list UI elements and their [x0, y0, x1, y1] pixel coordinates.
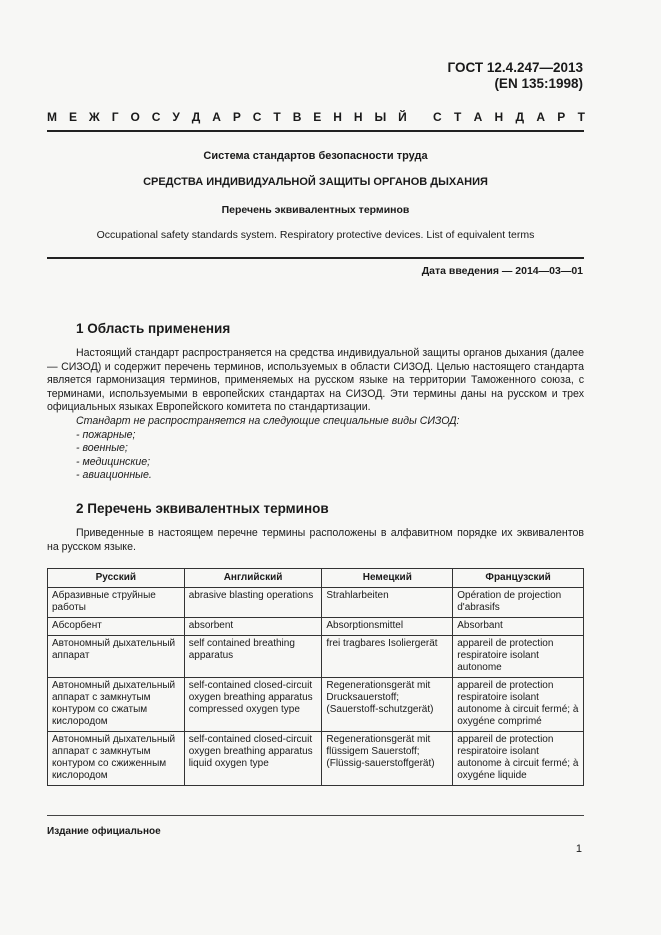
- banner-letter: Р: [557, 110, 566, 124]
- table-row: [48, 678, 584, 732]
- exclusion-item: - военные;: [76, 442, 128, 455]
- table-cell: Absorbant: [453, 618, 584, 636]
- table-cell: Автономный дыхательный аппарат: [48, 636, 185, 678]
- banner-letter: Й: [398, 110, 407, 124]
- exclusion-item: - авиационные.: [76, 469, 152, 482]
- banner-letter: Т: [577, 110, 585, 124]
- banner-letter: Т: [453, 110, 462, 124]
- banner-letter: Ж: [88, 110, 100, 124]
- banner-letter: С: [151, 110, 161, 124]
- table-cell: Автономный дыхательный аппарат с замкнутым контуром со сжиженным кислородом: [48, 732, 185, 786]
- banner-letter: А: [473, 110, 483, 124]
- banner-letter: Е: [313, 110, 322, 124]
- doc-equivalent: (EN 135:1998): [494, 76, 583, 91]
- banner-word-interstate: [47, 110, 407, 124]
- table-cell: Opération de projection d'abrasifs: [453, 588, 584, 618]
- table-cell: self-contained closed-circuit oxygen breathing apparatus liquid oxygen type: [184, 732, 322, 786]
- english-title: Occupational safety standards system. Respiratory protective devices. List of equivalent terms: [96, 229, 535, 241]
- standard-banner: [47, 110, 585, 124]
- banner-letter: О: [130, 110, 140, 124]
- banner-letter: У: [172, 110, 180, 124]
- terms-table: [47, 568, 584, 786]
- footer-rule: [47, 815, 584, 816]
- banner-letter: С: [252, 110, 262, 124]
- banner-letter: А: [212, 110, 221, 124]
- table-cell: Абразивные струйные работы: [48, 588, 185, 618]
- table-cell: self contained breathing apparatus: [184, 636, 322, 678]
- table-row: [48, 588, 584, 618]
- banner-word-standard: [433, 110, 585, 124]
- banner-letter: Д: [191, 110, 201, 124]
- banner-letter: Е: [68, 110, 77, 124]
- doc-number: ГОСТ 12.4.247—2013: [447, 60, 583, 75]
- table-cell: Regenerationsgerät mit flüssigem Sauerstoff; (Flüssig-sauerstoffgerät): [322, 732, 453, 786]
- section-1-body: [47, 347, 584, 483]
- introduction-date: Дата введения — 2014—03—01: [421, 265, 583, 277]
- table-cell: appareil de protection respiratoire isolant autonome à circuit fermé; à oxygéne comprimé: [453, 678, 584, 732]
- table-cell: Strahlarbeiten: [322, 588, 453, 618]
- sub-title: Перечень эквивалентных терминов: [221, 204, 410, 216]
- banner-letter: С: [433, 110, 442, 124]
- official-edition: Издание официальное: [47, 826, 161, 837]
- table-cell: appareil de protection respiratoire isolant autonome à circuit fermé; à oxygéne liquide: [453, 732, 584, 786]
- table-row: [48, 618, 584, 636]
- table-cell: absorbent: [184, 618, 322, 636]
- table-row: [48, 732, 584, 786]
- table-row: [48, 636, 584, 678]
- column-header-german: Немецкий: [322, 569, 453, 588]
- banner-letter: А: [536, 110, 545, 124]
- banner-letter: В: [292, 110, 302, 124]
- section-2-body: [47, 527, 584, 554]
- column-header-english: Английский: [184, 569, 322, 588]
- banner-letter: Н: [333, 110, 342, 124]
- table-cell: Regenerationsgerät mit Drucksauerstoff; (Sauerstoff-schutzgerät): [322, 678, 453, 732]
- table-cell: Absorptionsmittel: [322, 618, 453, 636]
- table-cell: Автономный дыхательный аппарат с замкнутым контуром со сжатым кислородом: [48, 678, 185, 732]
- banner-rule: [47, 130, 584, 132]
- section-1-heading: 1 Область применения: [76, 321, 231, 336]
- section-2-heading: 2 Перечень эквивалентных терминов: [76, 501, 329, 516]
- column-header-russian: Русский: [48, 569, 185, 588]
- banner-letter: Г: [111, 110, 119, 124]
- table-cell: abrasive blasting operations: [184, 588, 322, 618]
- table-cell: Абсорбент: [48, 618, 185, 636]
- banner-letter: Д: [515, 110, 525, 124]
- banner-letter: Ы: [374, 110, 387, 124]
- exclusion-item: - медицинские;: [76, 455, 151, 468]
- column-header-french: Французский: [453, 569, 584, 588]
- table-cell: appareil de protection respiratoire isolant autonome: [453, 636, 584, 678]
- document-identifier: [448, 60, 583, 92]
- banner-letter: М: [47, 110, 57, 124]
- banner-letter: Т: [273, 110, 281, 124]
- system-title: Система стандартов безопасности труда: [203, 150, 428, 162]
- table-header-row: [48, 569, 584, 588]
- title-rule: [47, 257, 584, 259]
- exclusion-item: - пожарные;: [76, 428, 136, 441]
- banner-letter: Р: [232, 110, 241, 124]
- banner-letter: Н: [353, 110, 363, 124]
- exclusion-intro: Стандарт не распространяется на следующие специальные виды СИЗОД:: [76, 414, 460, 427]
- section-1-paragraph: Настоящий стандарт распространяется на средства индивидуальной защиты органов дыхания (далее — СИЗОД) и содержит перечень терминов, используемых в области СИЗОД. Целью настоящего стандарта является гармонизация терминов, применяемых на русском языке на территории Таможенного союза, с терминами, используемыми в европейских стандартах на СИЗОД. Эти термины даны на русском и трех официальных языках Европейского комитета по стандартизации.: [47, 347, 584, 414]
- main-title: СРЕДСТВА ИНДИВИДУАЛЬНОЙ ЗАЩИТЫ ОРГАНОВ ДЫХАНИЯ: [143, 176, 488, 188]
- table-cell: self-contained closed-circuit oxygen breathing apparatus compressed oxygen type: [184, 678, 322, 732]
- section-2-paragraph: Приведенные в настоящем перечне термины расположены в алфавитном порядке их эквивалентов на русском языке.: [47, 527, 584, 553]
- banner-letter: Н: [494, 110, 504, 124]
- page-number: 1: [575, 843, 582, 855]
- table-cell: frei tragbares Isoliergerät: [322, 636, 453, 678]
